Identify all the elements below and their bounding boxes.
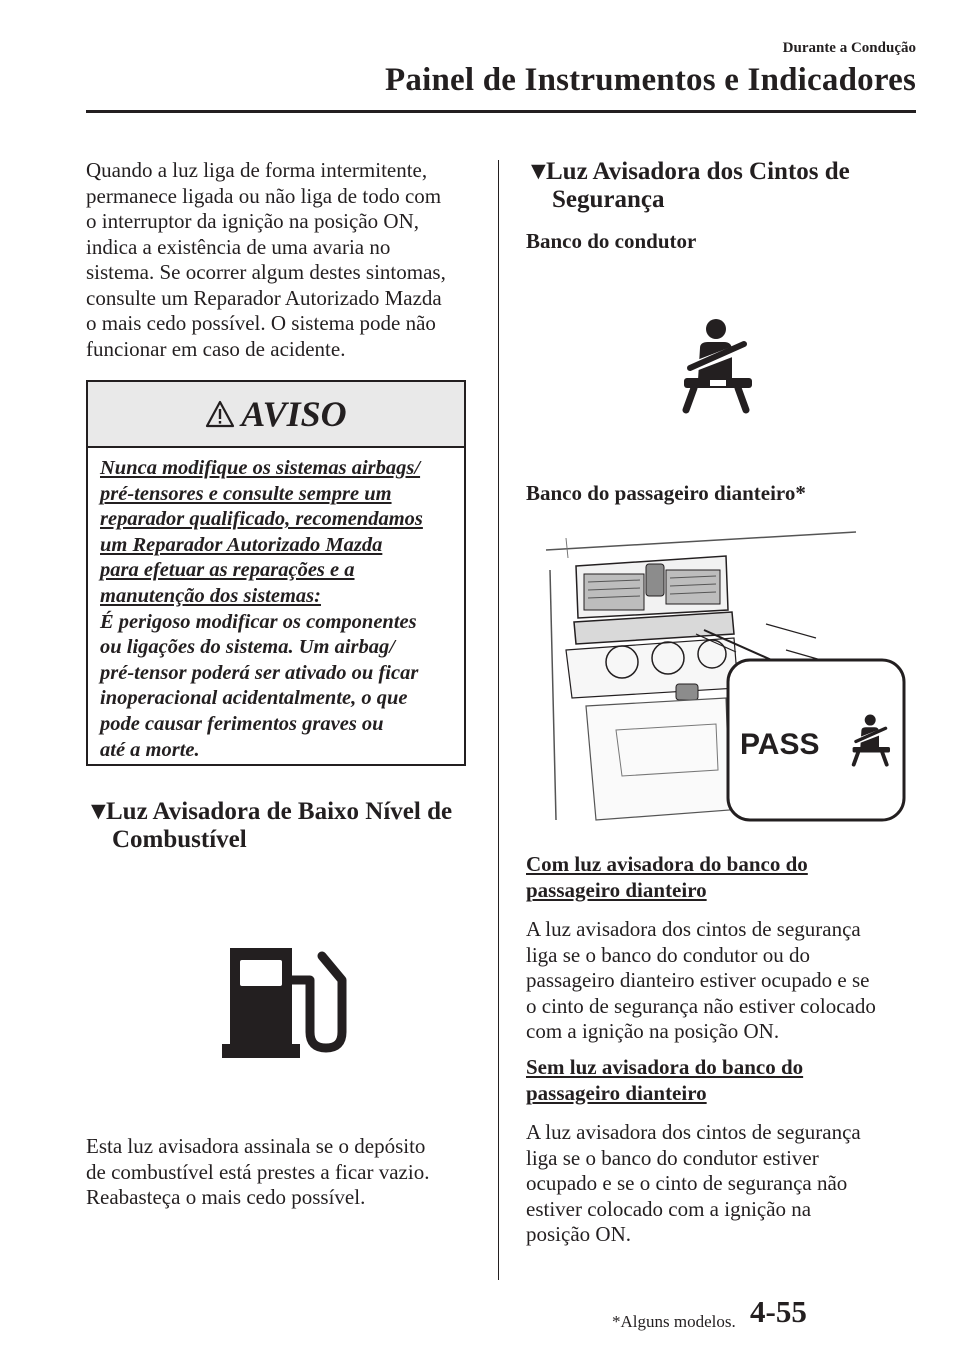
warning-text: Nunca modifique os sistemas airbags/ pré-tensores e consulte sempre um reparador qualificado, recomendamos um Reparador Autorizado Mazda para efetuar as reparações e a manutenção dos sistemas: É perigoso modificar os componentes ou ligações do sistema. Um airbag/ pré-tensor poderá ser ativado ou ficar inoperacional acidentalmente, o que pode causar ferimentos graves ou até a morte.: [100, 457, 423, 761]
header-title: Painel de Instrumentos e Indicadores: [385, 62, 916, 98]
warning-header: [88, 382, 464, 448]
header-rule: [86, 110, 916, 113]
with-passenger-light-heading: Com luz avisadora do banco do passageiro dianteiro: [526, 852, 808, 902]
section-triangle-icon: ▼: [526, 158, 551, 185]
pass-indicator-text: PASS: [740, 728, 820, 761]
fuel-warning-text: Esta luz avisadora assinala se o depósito de combustível está prestes a ficar vazio. Reabasteça o mais cedo possível.: [86, 1134, 430, 1209]
seatbelt-warning-heading: ▼Luz Avisadora dos Cintos de Segurança: [526, 158, 850, 213]
driver-seat-label: Banco do condutor: [526, 229, 697, 253]
footnote: *Alguns modelos.: [612, 1312, 736, 1331]
dashboard-illustration: [526, 530, 910, 830]
section-triangle-icon: ▼: [86, 798, 111, 825]
warning-label: AVISO: [241, 394, 347, 434]
warning-triangle-icon: [205, 400, 235, 428]
seatbelt-icon: [672, 318, 764, 414]
column-divider: [498, 160, 499, 1280]
warning-box: [86, 380, 466, 766]
fuel-pump-icon: [222, 940, 354, 1062]
fuel-warning-heading: ▼Luz Avisadora de Baixo Nível de Combustível: [86, 798, 453, 853]
intro-paragraph: Quando a luz liga de forma intermitente, permanece ligada ou não liga de todo com o interruptor da ignição na posição ON, indica a existência de uma avaria no sistema. Se ocorrer algum destes sintomas, consulte um Reparador Autorizado Mazda o mais cedo possível. O sistema pode não funcionar em caso de acidente.: [86, 158, 446, 361]
header-subtitle: Durante a Condução: [782, 40, 916, 56]
page-number: 4-55: [750, 1294, 807, 1329]
without-passenger-light-text: A luz avisadora dos cintos de segurança liga se o banco do condutor estiver ocupado e se o cinto de segurança não estiver colocado com a ignição na posição ON.: [526, 1120, 861, 1246]
without-passenger-light-heading: Sem luz avisadora do banco do passageiro dianteiro: [526, 1055, 804, 1105]
passenger-seat-label: Banco do passageiro dianteiro*: [526, 481, 806, 505]
with-passenger-light-text: A luz avisadora dos cintos de segurança liga se o banco do condutor ou do passageiro dianteiro estiver ocupado e se o cinto de segurança não estiver colocado com a ignição na posição ON.: [526, 917, 876, 1043]
